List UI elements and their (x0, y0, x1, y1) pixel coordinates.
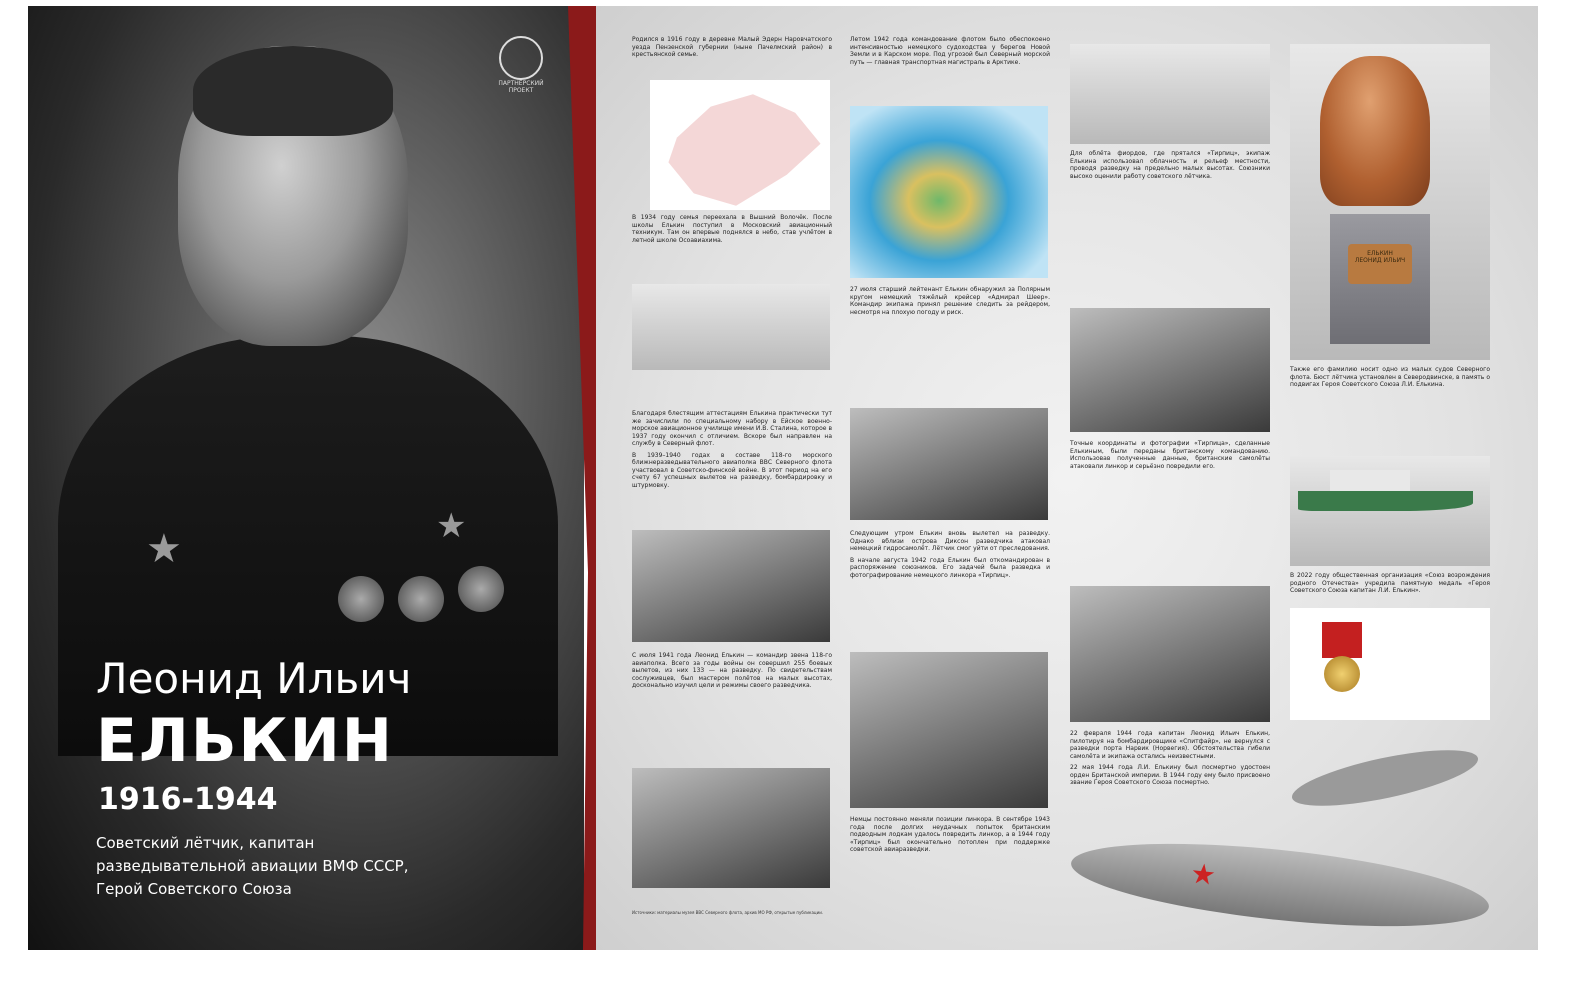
hero-description (96, 832, 496, 901)
medal-ribbon (1322, 622, 1362, 658)
ship-hull (1298, 491, 1473, 511)
paragraph: Также его фамилию носит одно из малых судов Северного флота. Бюст лётчика установлен в Северодвинске, в память о подвигах Героя Советского Союза Л.И. Елькина. (1290, 366, 1490, 388)
column-3-block-2 (1070, 440, 1270, 474)
description-line: Советский лётчик, капитан (96, 834, 315, 852)
column-1-block-2 (632, 214, 832, 248)
arctic-map (850, 106, 1048, 278)
hero-first-name: Леонид Ильич (96, 654, 412, 703)
ship-model-photo (1290, 456, 1490, 566)
logo-caption: ПАРТНЁРСКИЙ ПРОЕКТ (498, 80, 544, 94)
portrait-hair (193, 46, 393, 136)
paragraph: В 1934 году семья переехала в Вышний Волочёк. После школы Елькин поступил в Московский авиационный техникум. Там он впервые поднялся в небо, став учлётом в летной школе Осоавиахима. (632, 214, 832, 244)
airmen-group-photo (632, 768, 830, 888)
paragraph: С июля 1941 года Леонид Елькин — командир звена 118-го авиаполка. Всего за годы войны он совершил 255 боевых вылетов, из них 133 — на разведку. По свидетельствам сослуживцев, был мастером полётов на малых высотах, досконально изучил цели и режимы своего разведчика. (632, 652, 832, 689)
bust (1320, 56, 1430, 206)
medal-icon (398, 576, 444, 622)
paragraph: Следующим утром Елькин вновь вылетел на разведку. Однако вблизи острова Диксон разведчика атаковал немецкий гидросамолёт. Лётчик смог уйти от преследования. (850, 530, 1050, 552)
medal-certificate-photo (1290, 608, 1490, 720)
paragraph: Летом 1942 года командование флотом было обеспокоено интенсивностью немецкого судоходства у берегов Новой Земли и в Карском море. Под угрозой был Северный морской путь — главная транспортная магистраль в Арктике. (850, 36, 1050, 66)
medal-icon (1324, 656, 1360, 692)
paragraph: Для облёта фиордов, где прятался «Тирпиц», экипаж Елькина использовал облачность и рельеф местности, проводя разведку на предельно малых высотах. Союзники высоко оценили работу советского лётчика. (1070, 150, 1270, 180)
pilots-on-plane-photo (632, 530, 830, 642)
fjord-photo (1070, 308, 1270, 432)
column-3-block-3 (1070, 730, 1270, 791)
paragraph: Точные координаты и фотографии «Тирпица», сделанные Елькиным, были переданы британскому командованию. Использовав полученные данные, британские самолёты атаковали линкор и серьёзно повредили его. (1070, 440, 1270, 470)
paragraph: Родился в 1916 году в деревне Малый Эдерн Наровчатского уезда Пензенской губернии (ныне Пачелмский район) в крестьянской семье. (632, 36, 832, 58)
medal-icon (458, 566, 504, 612)
column-4 (1290, 366, 1490, 393)
description-line: Герой Советского Союза (96, 880, 292, 898)
paragraph: Немцы постоянно меняли позиции линкора. В сентябре 1943 года после долгих неудачных попыток британским подводным лодкам удалось повредить линкор, а в 1944 году «Тирпиц» был окончательно потоплен при поддержке советской авиаразведки. (850, 816, 1050, 853)
penza-oblast-map (650, 80, 830, 210)
oblast-map-shape (660, 88, 829, 212)
globe-icon (499, 36, 543, 80)
hero-star-icon: ★ (436, 506, 467, 546)
portrait-panel (28, 6, 584, 950)
sources-footer: Источники: материалы музея ВВС Северного флота, архив МО РФ, открытые публикации. (632, 910, 824, 915)
column-3 (1070, 150, 1270, 184)
column-2-block-4 (850, 816, 1050, 858)
column-2-block-3 (850, 530, 1050, 583)
medal-icon (338, 576, 384, 622)
airfield-photo (1070, 44, 1270, 144)
ship-superstructure (1330, 470, 1410, 492)
column-1-block-4 (632, 652, 832, 694)
description-line: разведывательной авиации ВМФ СССР, (96, 857, 409, 875)
paragraph: В начале августа 1942 года Елькин был откомандирован в распоряжение союзников. Его задачей была разведка и фотографирование немецкого линкора «Тирпиц». (850, 556, 1050, 579)
hero-last-name: ЕЛЬКИН (96, 706, 395, 776)
column-2 (850, 36, 1050, 70)
column-4-block-2 (1290, 572, 1490, 599)
biplane-photo (632, 284, 830, 370)
paragraph: 22 мая 1944 года Л.И. Елькину был посмертно удостоен орден Британской империи. В 1944 году ему было присвоено звание Героя Советского Союза посмертно. (1070, 764, 1270, 786)
hero-years: 1916-1944 (98, 782, 278, 817)
column-2-block-2 (850, 286, 1050, 320)
award-ceremony-photo (1070, 586, 1270, 722)
column-1 (632, 36, 832, 63)
battleship-photo (850, 652, 1048, 808)
red-star-icon: ★ (1189, 856, 1218, 893)
column-1-block-3 (632, 410, 832, 493)
shoulder-star-icon: ★ (146, 526, 182, 572)
paragraph: Благодаря блестящим аттестациям Елькина практически тут же зачислили по специальному набору в Ейское военно-морское авиационное училище имени И.В. Сталина, которое в 1937 году окончил с отличием. Вскоре был направлен на службу в Северный флот. (632, 410, 832, 447)
plaque (1348, 244, 1412, 284)
plaque-text: ЕЛЬКИН ЛЕОНИД ИЛЬИЧ (1354, 250, 1406, 264)
paragraph: 27 июля старший лейтенант Елькин обнаружил за Полярным кругом немецкий тяжёлый крейсер «Адмирал Шеер». Командир экипажа принял решение следить за рейдером, несмотря на плохую погоду и риск. (850, 286, 1050, 316)
paragraph: В 1939–1940 годах в составе 118-го морского ближнеразведывательного авиаполка ВВС Северного флота участвовал в Советско-финской войне. В этот период на его счету 67 успешных вылетов на разведку, бомбардировку и штурмовку. (632, 451, 832, 489)
seaplane-photo (850, 408, 1048, 520)
paragraph: В 2022 году общественная организация «Союз возрождения родного Отечества» учредила памятную медаль «Героя Советского Союза капитан Л.И. Елькин». (1290, 572, 1490, 594)
paragraph: 22 февраля 1944 года капитан Леонид Ильич Елькин, пилотируя на бомбардировщике «Спитфайр», не вернулся с разведки порта Нарвик (Норвегия). Обстоятельства гибели самолёта и экипажа остались неизвестными. (1070, 730, 1270, 760)
bust-monument-photo (1290, 44, 1490, 360)
organization-logo (490, 36, 552, 94)
